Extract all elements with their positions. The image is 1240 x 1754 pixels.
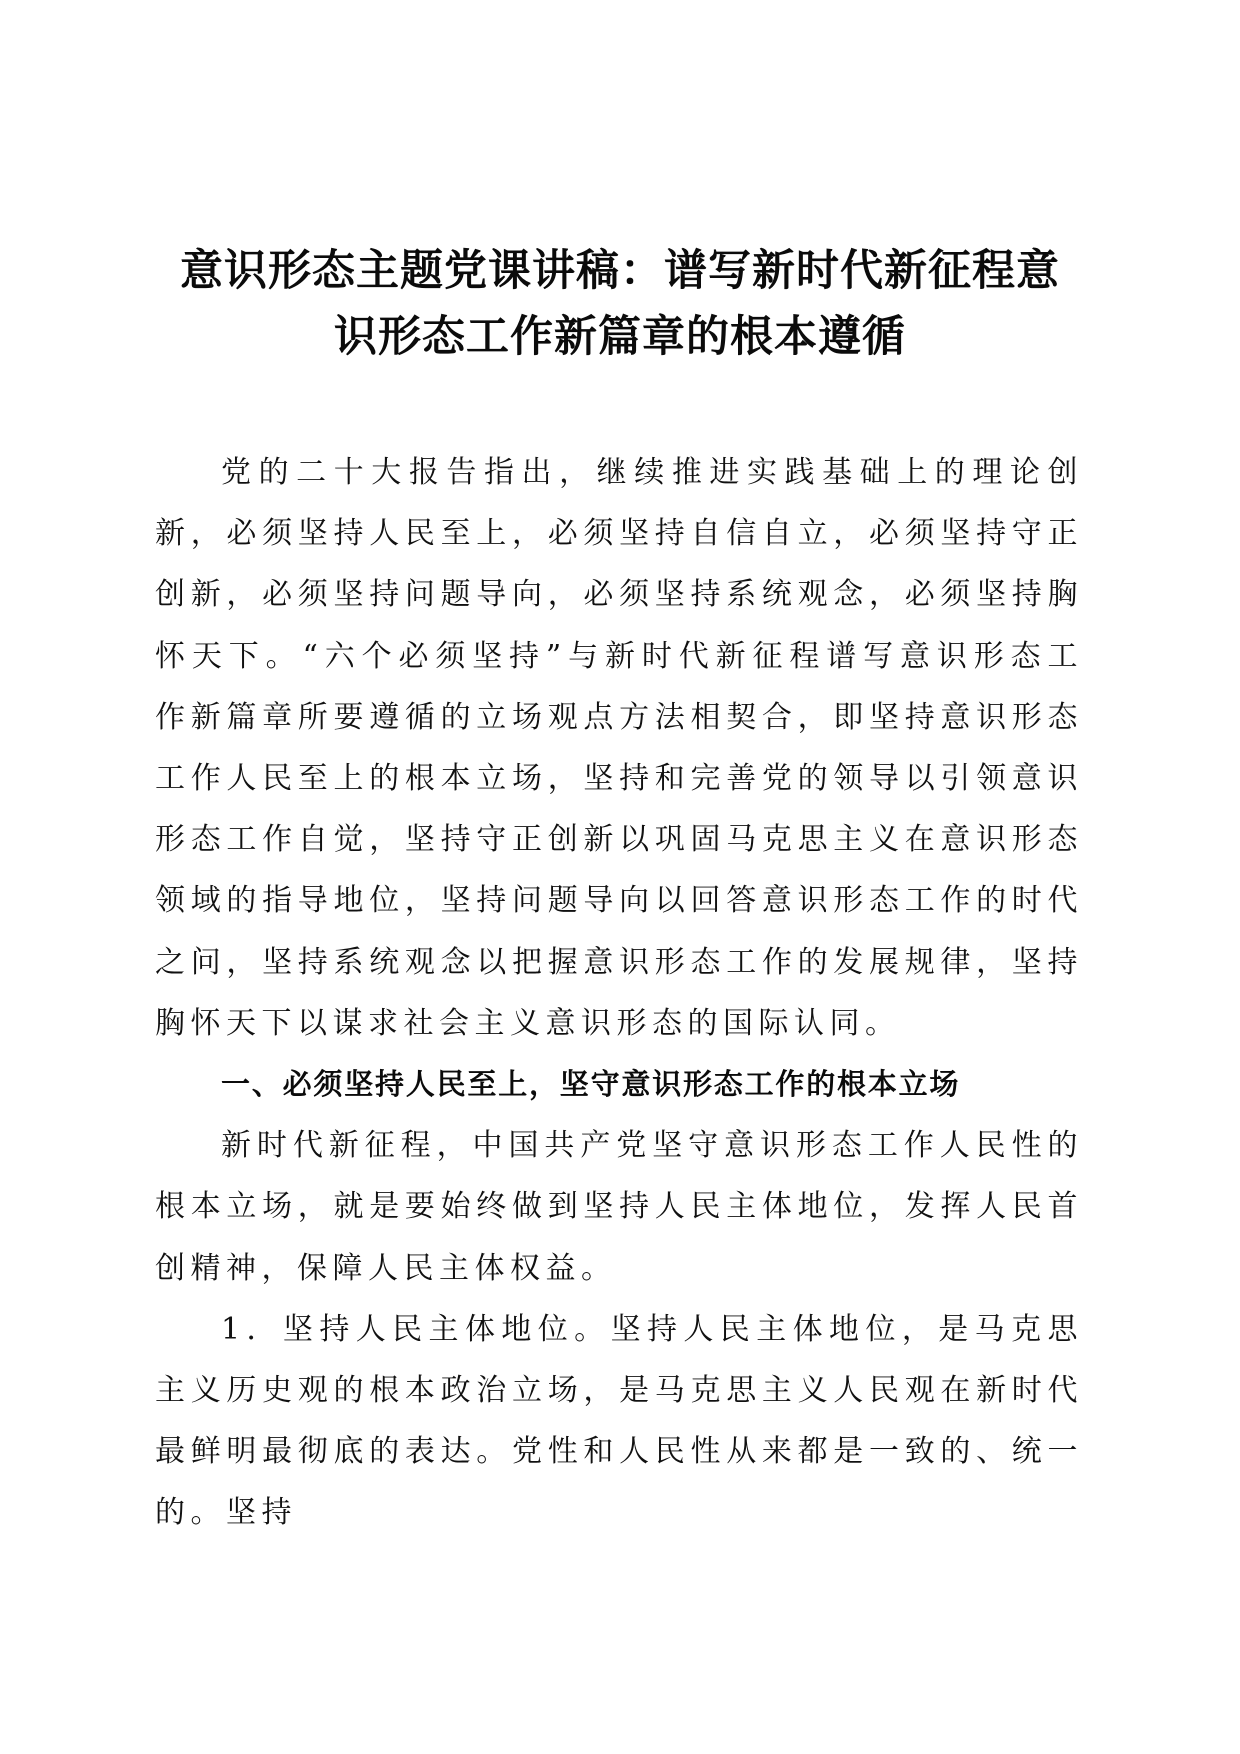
- section-1-heading: 一、必须坚持人民至上，坚守意识形态工作的根本立场: [221, 1067, 961, 1102]
- title-line-2: 识形态工作新篇章的根本遵循: [334, 312, 906, 362]
- intro-paragraph: 党的二十大报告指出，继续推进实践基础上的理论创新，必须坚持人民至上，必须坚持自信自立，必须坚持守正创新，必须坚持问题导向，必须坚持系统观念，必须坚持胸怀天下。“六个必须坚持”与新时代新征程谱写意识形态工作新篇章所要遵循的立场观点方法相契合，即坚持意识形态工作人民至上的根本立场，坚持和完善党的领导以引领意识形态工作自觉，坚持守正创新以巩固马克思主义在意识形态领域的指导地位，坚持问题导向以回答意识形态工作的时代之问，坚持系统观念以把握意识形态工作的发展规律，坚持胸怀天下以谋求社会主义意识形态的国际认同。: [155, 455, 1083, 1041]
- section-1-paragraph: 新时代新征程，中国共产党坚守意识形态工作人民性的根本立场，就是要始终做到坚持人民主体地位，发挥人民首创精神，保障人民主体权益。: [155, 1128, 1083, 1286]
- document-title: [150, 238, 1090, 370]
- document-body: [155, 442, 1083, 1544]
- title-line-1: 意识形态主题党课讲稿：谱写新时代新征程意: [180, 246, 1060, 296]
- point-1-paragraph: 1．坚持人民主体地位。坚持人民主体地位，是马克思主义历史观的根本政治立场，是马克思主义人民观在新时代最鲜明最彻底的表达。党性和人民性从来都是一致的、统一的。坚持: [155, 1311, 1083, 1531]
